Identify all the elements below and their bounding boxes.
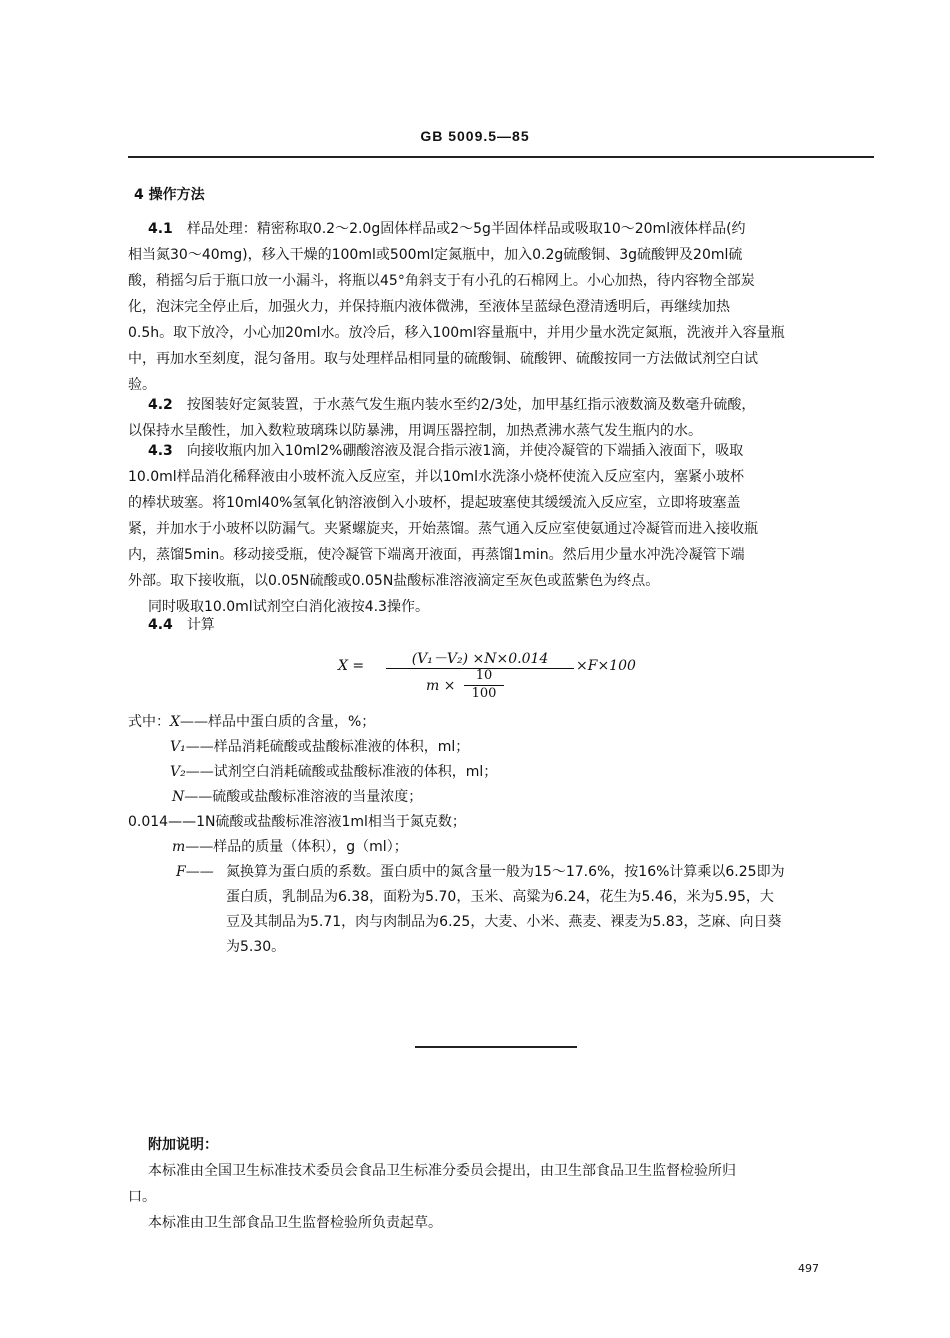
header-rule [128, 156, 874, 158]
formula-numerator: (V₁－V₂) ×N×0.014 [411, 651, 549, 667]
section-separator [415, 1046, 577, 1048]
def-symbol: V₁—— [170, 739, 214, 755]
notes-line: 本标准由卫生部食品卫生监督检验所负责起草。 [148, 1215, 442, 1231]
variable-definitions [128, 710, 874, 960]
p41-line: 验。 [128, 377, 156, 393]
def-symbol-f: F—— [176, 864, 214, 880]
def-text: 样品消耗硫酸或盐酸标准液的体积，ml； [213, 739, 470, 755]
formula-denominator-prefix: m × [426, 678, 456, 694]
clause-num-4-1: 4.1 [148, 221, 173, 237]
def-f-line: 蛋白质，乳制品为6.38，面粉为5.70，玉米、高粱为6.24，花生为5.46，米为5.95，大 [226, 889, 774, 905]
p43-line: 外部。取下接收瓶，以0.05N硫酸或0.05N盐酸标准溶液滴定至灰色或蓝紫色为终点。 [128, 573, 660, 589]
def-symbol: N—— [172, 789, 213, 805]
formula-inner-num: 10 [475, 668, 493, 683]
clause-num-4-4: 4.4 [148, 617, 173, 633]
p42-line: 按图装好定氮装置，于水蒸气发生瓶内装水至约2/3处，加甲基红指示液数滴及数毫升硫酸， [186, 397, 756, 413]
p43-line: 紧，并加水于小玻杯以防漏气。夹紧螺旋夹，开始蒸馏。蒸气通入反应室使氨通过冷凝管而进入接收瓶 [128, 521, 758, 537]
formula-lhs: X = [338, 658, 365, 674]
def-f-line: 豆及其制品为5.71，肉与肉制品为6.25，大麦、小米、燕麦、裸麦为5.83，芝麻、向日葵 [226, 914, 782, 930]
standard-code-header: GB 5009.5—85 [420, 128, 530, 144]
definitions-intro: 式中： [128, 714, 170, 730]
p43-line: 向接收瓶内加入10ml2%硼酸溶液及混合指示液1滴，并使冷凝管的下端插入液面下，吸取 [186, 443, 744, 459]
def-symbol: X—— [170, 714, 208, 730]
page-number: 497 [798, 1262, 819, 1275]
def-f-line: 为5.30。 [226, 939, 286, 955]
section-4-title: 4 操作方法 [134, 187, 205, 203]
p41-line: 中，再加水至刻度，混匀备用。取与处理样品相同量的硫酸铜、硫酸钾、硫酸按同一方法做试剂空白试 [128, 351, 758, 367]
notes-line: 本标准由全国卫生标准技术委员会食品卫生标准分委员会提出，由卫生部食品卫生监督检验所归 [148, 1163, 736, 1179]
p41-line: 样品处理：精密称取0.2～2.0g固体样品或2～5g半固体样品或吸取10～20ml液体样品(约 [186, 221, 746, 237]
paragraph-4-1 [128, 216, 874, 398]
p42-line: 以保持水呈酸性，加入数粒玻璃珠以防暴沸，用调压器控制，加热煮沸水蒸气发生瓶内的水。 [128, 423, 702, 439]
p43-line: 的棒状玻塞。将10ml40%氢氧化钠溶液倒入小玻杯，提起玻塞使其缓缓流入反应室，立即将玻塞盖 [128, 495, 741, 511]
clause-num-4-3: 4.3 [148, 443, 173, 459]
protein-formula [338, 648, 738, 708]
def-symbol: m—— [172, 839, 214, 855]
def-text: 样品中蛋白质的含量，%； [207, 714, 376, 730]
formula-inner-den: 100 [471, 686, 497, 701]
def-text: 样品的质量（体积），g（ml）； [213, 839, 408, 855]
def-symbol: V₂—— [170, 764, 214, 780]
p41-line: 0.5h。取下放冷，小心加20ml水。放冷后，移入100ml容量瓶中，并用少量水洗定氮瓶，洗液并入容量瓶 [128, 325, 785, 341]
def-symbol: 0.014—— [128, 814, 197, 830]
p41-line: 酸，稍摇匀后于瓶口放一小漏斗，将瓶以45°角斜支于有小孔的石棉网上。小心加热，待内容物全部炭 [128, 273, 755, 289]
def-text: 试剂空白消耗硫酸或盐酸标准液的体积，ml； [213, 764, 498, 780]
p41-line: 化，泡沫完全停止后，加强火力，并保持瓶内液体微沸，至液体呈蓝绿色澄清透明后，再继续加热 [128, 299, 730, 315]
p43-extra: 同时吸取10.0ml试剂空白消化液按4.3操作。 [148, 599, 429, 615]
calc-title: 计算 [186, 617, 215, 633]
paragraph-4-3 [128, 438, 874, 620]
p43-line: 10.0ml样品消化稀释液由小玻杯流入反应室，并以10ml水洗涤小烧杯使流入反应室内，塞紧小玻杯 [128, 469, 745, 485]
additional-notes [128, 1132, 874, 1236]
paragraph-4-2 [128, 392, 874, 444]
p41-line: 相当氮30～40mg)，移入干燥的100ml或500ml定氮瓶中，加入0.2g硫酸铜、3g硫酸钾及20ml硫 [128, 247, 743, 263]
def-text: 硫酸或盐酸标准溶液的当量浓度； [212, 789, 423, 805]
def-text: 1N硫酸或盐酸标准溶液1ml相当于氮克数； [196, 814, 466, 830]
notes-title: 附加说明： [148, 1137, 218, 1153]
def-f-line: 氮换算为蛋白质的系数。蛋白质中的氮含量一般为15～17.6%，按16%计算乘以6.25即为 [226, 864, 785, 880]
paragraph-4-4 [148, 612, 215, 638]
notes-line: 口。 [128, 1189, 156, 1205]
formula-rhs: ×F×100 [576, 658, 636, 674]
p43-line: 内，蒸馏5min。移动接受瓶，使冷凝管下端离开液面，再蒸馏1min。然后用少量水冲洗冷凝管下端 [128, 547, 745, 563]
clause-num-4-2: 4.2 [148, 397, 173, 413]
